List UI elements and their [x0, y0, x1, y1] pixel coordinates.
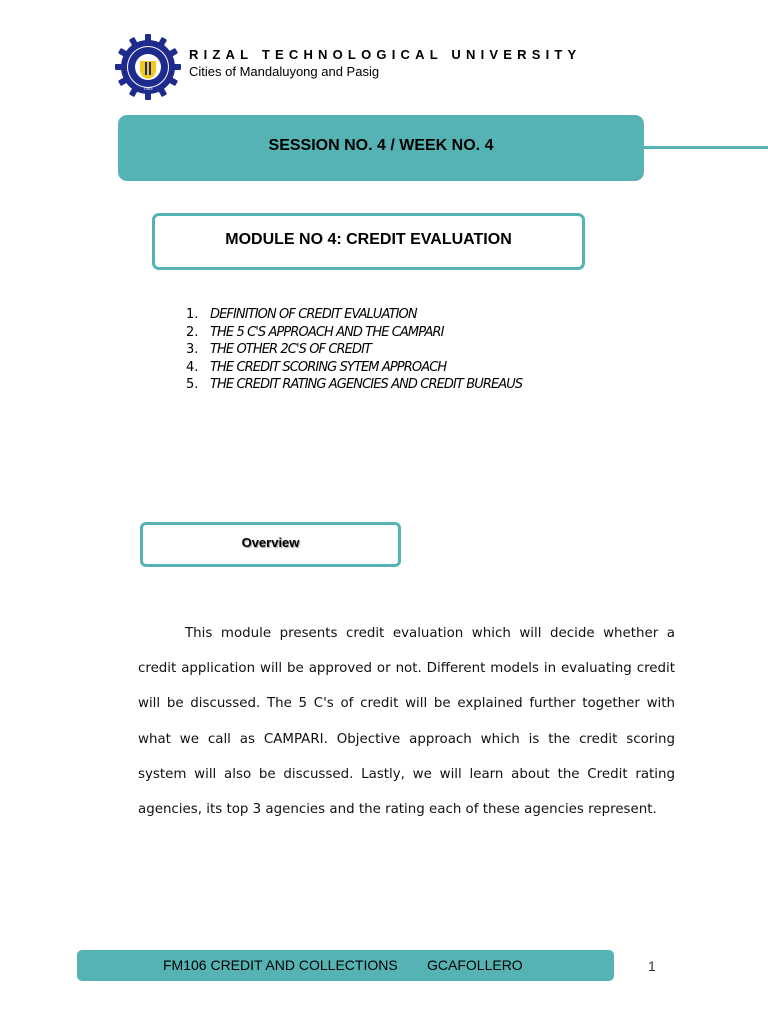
university-seal-icon — [114, 33, 182, 101]
module-title: MODULE NO 4: CREDIT EVALUATION — [225, 231, 512, 248]
session-title: SESSION NO. 4 / WEEK NO. 4 — [268, 137, 494, 154]
topic-item — [186, 341, 522, 359]
topic-number: 2. — [186, 324, 199, 340]
topic-number: 1. — [186, 307, 199, 322]
topic-number: 4. — [186, 359, 199, 375]
university-subtitle: Cities of Mandaluyong and Pasig — [189, 64, 380, 79]
topic-text: THE CREDIT SCORING SYTEM APPROACH — [210, 359, 447, 375]
topic-text: THE 5 C'S APPROACH AND THE CAMPARI — [210, 324, 444, 340]
topic-text: THE OTHER 2C'S OF CREDIT — [210, 342, 372, 358]
topic-item — [186, 359, 522, 377]
topic-list — [186, 306, 522, 394]
topic-item — [186, 306, 522, 324]
university-name: RIZAL TECHNOLOGICAL UNIVERSITY — [189, 47, 582, 62]
seal-year: 1969 — [143, 86, 153, 91]
footer-course: FM106 CREDIT AND COLLECTIONS — [163, 957, 398, 973]
topic-number: 3. — [186, 342, 199, 358]
topic-item — [186, 324, 522, 342]
overview-heading: Overview — [241, 535, 300, 550]
page-number: 1 — [648, 958, 656, 974]
overview-paragraph: This module presents credit evaluation which will decide whether a credit application will be approved or not. Different models in evaluating credit will be discussed. The 5 C's of credit will be explained further together with what we call as CAMPARI. Objective approach which is the credit scoring system will also be discussed. Lastly, we will learn about the Credit rating agencies, its top 3 agencies and the rating each of these agencies represent. — [138, 626, 675, 818]
topic-item — [186, 376, 522, 394]
session-rule — [644, 146, 768, 149]
topic-number: 5. — [186, 377, 199, 393]
topic-text: DEFINITION OF CREDIT EVALUATION — [210, 307, 417, 322]
footer-author: GCAFOLLERO — [427, 957, 523, 973]
topic-text: THE CREDIT RATING AGENCIES AND CREDIT BUREAUS — [210, 377, 523, 393]
